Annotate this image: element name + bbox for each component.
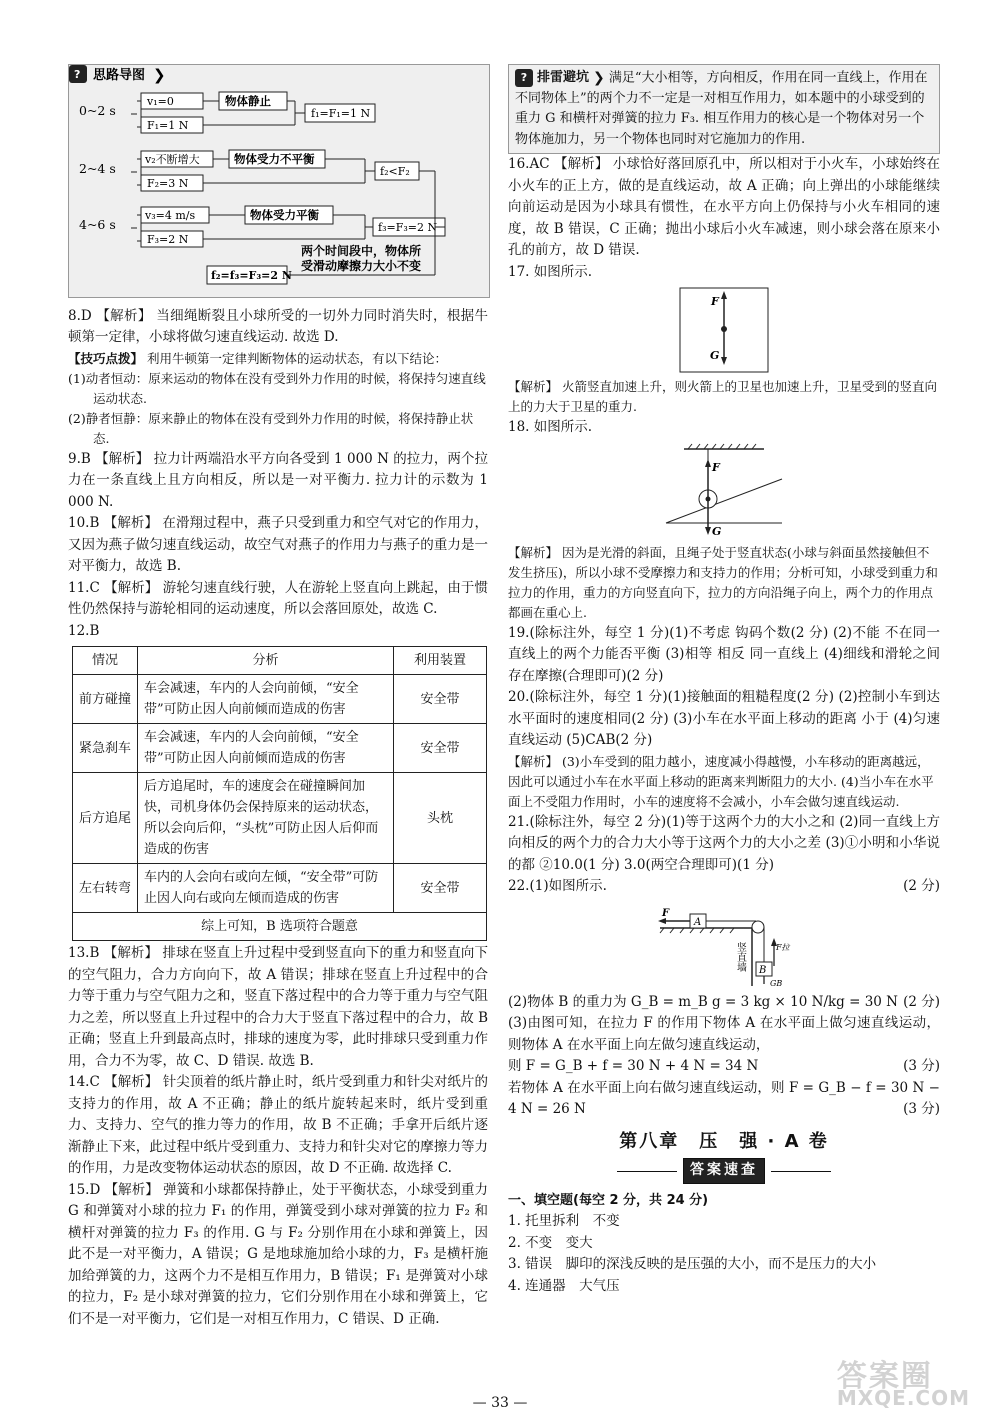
relation-box: f₂<F₂ — [380, 165, 410, 178]
force-label: F拉 — [776, 942, 790, 952]
block-label: A — [694, 916, 702, 928]
chevron-right-icon: ❯ — [593, 70, 605, 86]
force-diagram-18 — [664, 443, 784, 539]
state-box: 物体静止 — [225, 94, 271, 108]
v-box: v₁=0 — [147, 95, 174, 108]
mindmap-banner — [69, 65, 166, 84]
mindmap-note: 受滑动摩擦力大小不变 — [301, 259, 422, 273]
answer-14: 14.C 【解析】 针尖顶着的纸片静止时，纸片受到重力和针尖对纸片的支持力的作用，故 A 不正确；静止的纸片旋转起来时，纸片受到重力、支持力、空气的推力等力的作用，故 B 不正确；手拿开后纸片逐渐静止下来，此过程中纸片受到重力、支持力和针尖对它的摩擦力等力的作用，力是改变物体运动状态的原因，故 D 不正确. 故选择 C. — [68, 1074, 488, 1176]
score: (3 分) — [903, 1101, 940, 1118]
force-label: GB — [770, 978, 783, 988]
force-diagram-17 — [679, 287, 769, 373]
right-column — [508, 64, 940, 1297]
answer-17: 17. 如图所示. — [508, 263, 593, 280]
answer-20: 20.(除标注外，每空 1 分)(1)接触面的粗糙程度(2 分) (2)控制小车到达水平面时的速度相同(2 分) (3)小车在水平面上移动的距离 小于 (4)匀速直线运动 (5)CAB(2 分) — [508, 689, 940, 749]
svg-text:?: ? — [74, 68, 81, 81]
answer-19: 19.(除标注外，每空 1 分)(1)不考虑 钩码个数(2 分) (2)不能 不在同一直线上的两个力能否平衡 (3)相等 相反 同一直线上 (4)细线和滑轮之间存在摩擦(合理即可)(2 分) — [508, 624, 940, 684]
page-number: — 33 — — [472, 1395, 528, 1411]
table-row: 前方碰撞 车会减速，车内的人会向前倾，“安全带”可防止因人向前倾而造成的伤害 安全带 — [73, 675, 487, 724]
answer-8: 8.D 【解析】 当细绳断裂且小球所受的一切外力同时消失时，根据牛顿第一定律，小球将做匀速直线运动. 故选 D. — [68, 307, 488, 345]
F-box: F₂=3 N — [147, 177, 189, 190]
list-item: 3. 错误 脚印的深浅反映的是压强的大小，而不是压力的大小 — [508, 1256, 877, 1273]
table-row: 后方追尾 后方追尾时，车的速度会在碰撞瞬间加快，司机身体仍会保持原来的运动状态，所以会向后仰，“头枕”可防止因人后仰而造成的伤害 头枕 — [73, 773, 487, 864]
answer-22: 22.(1)如图所示. — [508, 878, 607, 895]
table-header: 利用装置 — [394, 647, 487, 675]
left-column — [68, 64, 488, 1330]
force-label: G — [712, 524, 722, 538]
score: (2 分) — [903, 993, 940, 1010]
conclusion-box: f₂=f₃=F₃=2 N — [211, 269, 292, 282]
answer-10: 10.B 【解析】 在滑翔过程中，燕子只受到重力和空气对它的作用力，又因为燕子做匀速直线运动，故空气对燕子的作用力与燕子的重力是一对平衡力，故选 B. — [68, 515, 488, 574]
block-label: B — [759, 964, 767, 976]
wall-label: 竖直墙 — [734, 941, 746, 972]
answer-16: 16.AC 【解析】 小球恰好落回原孔中，所以相对于小火车，小球始终在小火车的正上方，做的是直线运动，故 A 正确；向上弹出的小球能继续向前运动是因为小球具有惯性，在水平方向上仍保持与小火车相同的速度，故 B 错误，C 正确；抛出小球后小火车减速，则小球会落在原来小孔的前方，故 D 错误. — [508, 156, 940, 259]
mindmap-note: 两个时间段中，物体所 — [301, 244, 422, 258]
table-header: 分析 — [138, 647, 394, 675]
tip-text: 利用牛顿第一定律判断物体的运动状态，有以下结论： — [147, 350, 448, 366]
answer-11: 11.C 【解析】 游轮匀速直线行驶，人在游轮上竖直向上跳起，由于惯性仍然保持与游轮相同的运动速度，所以会落回原处，故选 C. — [68, 579, 488, 617]
answer-15: 15.D 【解析】 弹簧和小球都保持静止，处于平衡状态，小球受到重力 G 和弹簧对小球的拉力 F₁ 的作用，弹簧受到小球对弹簧的拉力 F₂ 和横杆对弹簧的拉力 F₃ 的作用. G 与 F₂ 分别作用在小球和弹簧上，因此不是一对平衡力，A 错误；G 是地球施加给小球的力，F₃ 是横杆施加给弹簧的力，这两个力不是相互作用力，B 错误；F₁ 是弹簧对小球的拉力，F₂ 是小球对弹簧的拉力，它们分别作用在小球和弹簧上，它们不是一对平衡力，它们是一对相互作用力，C 错误、D 正确. — [68, 1181, 488, 1327]
tip-title: 【技巧点拨】 — [68, 350, 144, 366]
score: (2 分) — [903, 878, 940, 895]
F-box: F₁=1 N — [147, 119, 189, 132]
v-box: v₂不断增大 — [145, 153, 200, 166]
watermark — [836, 1359, 970, 1410]
explanation-20: 【解析】 (3)小车受到的阻力越小，速度减小得越慢，小车移动的距离越远，因此可以通过小车在水平面上移动的距离来判断阻力的大小. (4)当小车在水平面上不受阻力作用时，小车的速度将不会减小，小车会做匀速直线运动. — [508, 753, 934, 809]
pitfall-text: 满足“大小相等，方向相反，作用在同一直线上，作用在不同物体上”的两个力不一定是一对相互作用力，如本题中的小球受到的重力 G 和横杆对弹簧的拉力 F₃. 相互作用力的核心是一个物体对另一个物体施加力，另一个物体也同时对它施加力的作用. — [515, 70, 928, 147]
chevron-right-icon: ❯ — [153, 66, 166, 84]
pitfall-label: 排雷避坑 — [537, 70, 590, 85]
force-diagram-22 — [654, 902, 794, 988]
score: (3 分) — [903, 1058, 940, 1075]
answer-22-3b: 则 F = G_B + f = 30 N + 4 N = 34 N — [508, 1058, 759, 1075]
answer-12: 12.B — [68, 622, 100, 639]
answer-18: 18. 如图所示. — [508, 419, 593, 436]
bulb-icon: ? — [515, 69, 533, 87]
time-label: 2~4 s — [79, 161, 116, 176]
answer-22-3: (3)由图可知，在拉力 F 的作用下物体 A 在水平面上做匀速直线运动，则物体 A 在水平面上向左做匀速直线运动， — [508, 1015, 940, 1053]
mindmap-label: 思路导图 — [93, 68, 146, 83]
section-title: 一、填空题(每空 2 分，共 24 分) — [508, 1192, 709, 1208]
list-item: 1. 托里拆利 不变 — [508, 1213, 620, 1230]
answer-22-2: (2)物体 B 的重力为 G_B = m_B g = 3 kg × 10 N/kg = 30 N — [508, 993, 898, 1010]
table-row: 左右转弯 车内的人会向右或向左倾，“安全带”可防止因人向右或向左倾而造成的伤害 安全带 — [73, 864, 487, 913]
mindmap-figure — [68, 64, 490, 298]
pitfall-box — [508, 64, 940, 154]
force-label: G — [710, 349, 720, 363]
state-box: 物体受力平衡 — [250, 208, 319, 222]
watermark-text: MXQE.COM — [836, 1385, 970, 1410]
tip-item: (1)动者恒动：原来运动的物体在没有受到外力作用的时候，将保持匀速直线运动状态. — [68, 370, 486, 406]
explanation-17: 【解析】 火箭竖直加速上升，则火箭上的卫星也加速上升，卫星受到的竖直向上的力大于卫星的重力. — [508, 379, 937, 415]
answer-quick-check-label: 答案速查 — [683, 1158, 765, 1184]
answer-13: 13.B 【解析】 排球在竖直上升过程中受到竖直向下的重力和竖直向下的空气阻力，合力方向向下，故 A 错误；排球在竖直上升过程中的合力等于重力与空气阻力之和，竖直下落过程中的合力等于重力与空气阻力之差，所以竖直上升过程中的合力大于竖直下落过程中的合力，故 B 正确；竖直上升到最高点时，排球的速度为零，此时排球只受到重力作用，合力不为零，故 C、D 错误. 故选 B. — [68, 945, 488, 1069]
tip-item: (2)静者恒静：原来静止的物体在没有受到外力作用的时候，将保持静止状态. — [68, 410, 474, 446]
table-header: 情况 — [73, 647, 138, 675]
force-label: F — [712, 460, 720, 474]
relation-box: f₃=F₃=2 N — [378, 221, 438, 234]
analysis-table — [72, 646, 487, 941]
F-box: F₃=2 N — [147, 233, 189, 246]
table-footer: 综上可知，B 选项符合题意 — [73, 913, 487, 941]
list-item: 4. 连通器 大气压 — [508, 1277, 620, 1294]
answer-quick-check-bar — [508, 1158, 940, 1184]
list-item: 2. 不变 变大 — [508, 1234, 593, 1251]
force-label: F — [662, 907, 670, 919]
time-label: 0~2 s — [79, 103, 116, 118]
relation-box: f₁=F₁=1 N — [311, 107, 371, 120]
v-box: v₃=4 m/s — [145, 209, 196, 222]
answer-9: 9.B 【解析】 拉力计两端沿水平方向各受到 1 000 N 的拉力，两个拉力在一条直线上且方向相反，所以是一对平衡力. 拉力计的示数为 1 000 N. — [68, 450, 488, 510]
state-box: 物体受力不平衡 — [234, 152, 315, 166]
answer-21: 21.(除标注外，每空 2 分)(1)等于这两个力的大小之和 (2)同一直线上方向相反的两个力的合力大小等于这两个力的大小之差 (3)①小明和小华说的都 ②10.0(1 分) 3.0(两空合理即可)(1 分) — [508, 813, 940, 873]
table-row: 紧急刹车 车会减速，车内的人会向前倾，“安全带”可防止因人向前倾而造成的伤害 安全带 — [73, 724, 487, 773]
watermark-text: 答案圈 — [836, 1359, 933, 1394]
answer-22-3c: 若物体 A 在水平面上向右做匀速直线运动，则 F = G_B − f = 30 N − 4 N = 26 N — [508, 1079, 940, 1118]
force-label: F — [711, 295, 719, 309]
explanation-18: 【解析】 因为是光滑的斜面，且绳子处于竖直状态(小球与斜面虽然接触但不发生挤压)，所以小球不受摩擦力和支持力的作用；分析可知，小球受到重力和拉力的作用，重力的方向竖直向下，拉力的方向沿绳子向上，两个力的作用点都画在重心上. — [508, 544, 938, 620]
chapter-title: 第八章 压 强 · A 卷 — [619, 1130, 829, 1152]
time-label: 4~6 s — [79, 217, 116, 232]
